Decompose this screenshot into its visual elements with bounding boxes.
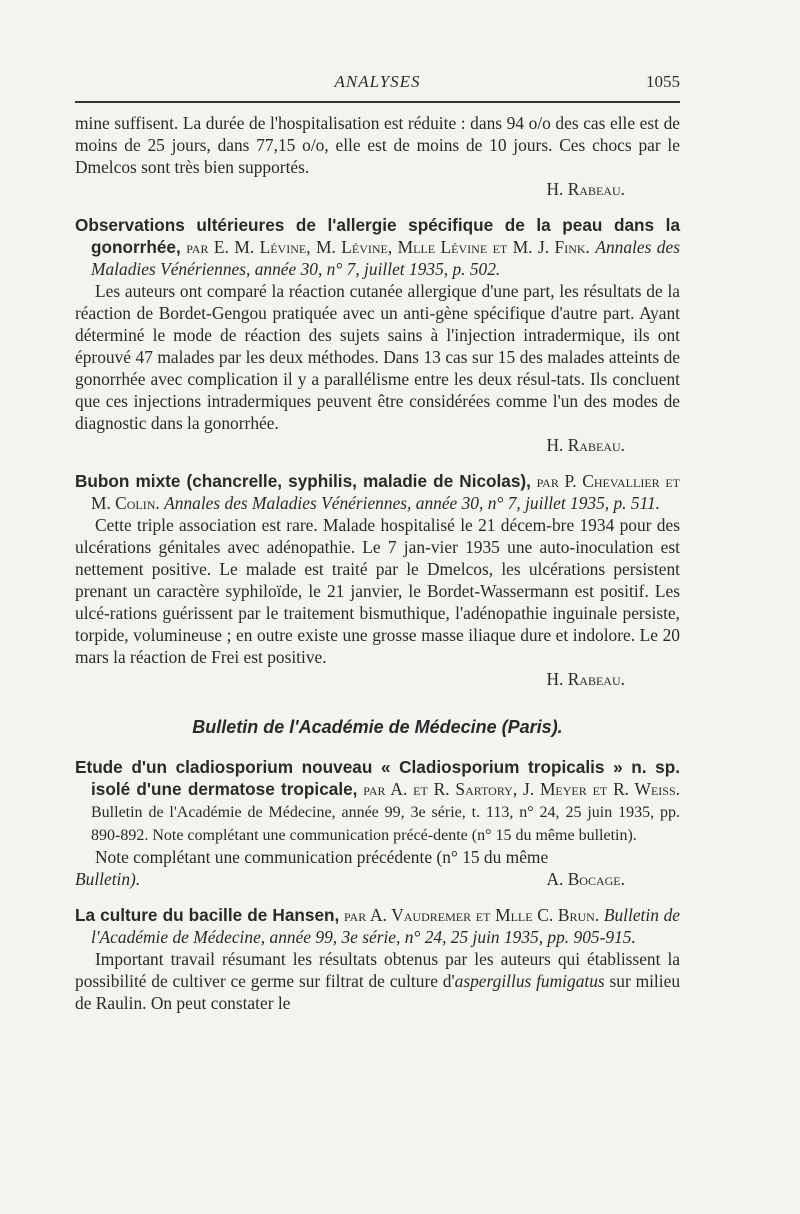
article-authors: par E. M. Lévine, M. Lévine, Mlle Lévine et M. J. Fink. xyxy=(186,237,590,257)
article-reference xyxy=(75,756,680,846)
article-signature: A. Bocage. xyxy=(546,869,625,889)
article-bubon xyxy=(75,470,680,690)
article-reference xyxy=(75,214,680,280)
article-body: Cette triple association est rare. Malade hospitalisé le 21 décem-bre 1934 pour des ulcérations génitales avec adénopathie. Le 7 jan-vier 1935 une auto-inoculation est nettement positive. Le malade est traité par le Dmelcos, les ulcérations persistent prenant un caractère syphiloïde, le 21 janvier, le Bordet-Wassermann est positif. Les ulcé-rations guérissent par le traitement bismuthique, l'adénopathie inguinale persiste, torpide, volumineuse ; en outre existe une grosse masse iliaque dure et indolore. Le 20 mars la réaction de Frei est positive. xyxy=(75,515,680,667)
article-reference xyxy=(75,904,680,948)
article-title: Bubon mixte (chancrelle, syphilis, maladie de Nicolas), xyxy=(75,471,531,491)
article-citation: Annales des Maladies Vénériennes, année 30, n° 7, juillet 1935, p. 502. xyxy=(91,237,680,279)
article-citation: Bulletin de l'Académie de Médecine, année 99, 3e série, t. 113, n° 24, 25 juin 1935, pp. 890-892. Note complétant une communication précé-dente (n° 15 du même bulletin). xyxy=(91,804,680,844)
article-body-end xyxy=(75,868,680,890)
article-title: La culture du bacille de Hansen, xyxy=(75,905,340,925)
article-authors: par A. et R. Sartory, J. Meyer et R. Weiss. xyxy=(363,779,680,799)
intro-paragraph: mine suffisent. La durée de l'hospitalisation est réduite : dans 94 o/o des cas elle est de moins de 25 jours, dans 77,15 o/o, elle est de moins de 10 jours. Ces chocs par le Dmelcos sont très bien supportés. xyxy=(75,113,680,177)
page-content xyxy=(75,112,680,1014)
intro-signature: H. Rabeau. xyxy=(546,179,625,199)
article-citation: Annales des Maladies Vénériennes, année 30, n° 7, juillet 1935, p. 511. xyxy=(164,493,661,513)
running-head xyxy=(75,72,680,96)
section-title: Bulletin de l'Académie de Médecine (Paris). xyxy=(192,717,563,737)
article-title: Observations ultérieures de l'allergie spécifique de la peau dans la gonorrhée, xyxy=(75,215,680,257)
article-body: Les auteurs ont comparé la réaction cutanée allergique d'une part, les résultats de la réaction de Bordet-Gengou pratiquée avec un anti-gène spécifique d'autre part. Ayant déterminé le mode de réaction des sujets sains à l'injection intradermique, ils ont éprouvé 47 malades par les deux méthodes. Dans 13 cas sur 15 des malades atteints de gonorrhée avec complication il y a parallélisme entre les deux résul-tats. Ils concluent que ces injections intradermiques peuvent être considérées comme l'un des modes de diagnostic dans la gonorrhée. xyxy=(75,281,680,433)
article-body-italic: Bulletin). xyxy=(75,869,141,889)
running-head-title: ANALYSES xyxy=(334,72,421,91)
article-authors: par P. Chevallier et M. Colin. xyxy=(91,471,680,513)
body-text: sur milieu de Raulin. On peut constater le xyxy=(75,971,681,1013)
article-hansen xyxy=(75,904,680,1014)
header-rule xyxy=(75,101,680,103)
article-signature: H. Rabeau. xyxy=(546,669,625,689)
article-signature: H. Rabeau. xyxy=(546,435,625,455)
body-italic: aspergillus fumigatus xyxy=(454,971,605,991)
article-authors: par A. Vaudremer et Mlle C. Brun. xyxy=(343,905,600,925)
article-body: Note complétant une communication précédente (n° 15 du même xyxy=(95,847,549,867)
article-cladiosporium xyxy=(75,756,680,890)
article-allergie xyxy=(75,214,680,456)
article-reference xyxy=(75,470,680,514)
article-body xyxy=(75,948,680,1014)
article-citation: Bulletin de l'Académie de Médecine, année 99, 3e série, n° 24, 25 juin 1935, pp. 905-915. xyxy=(91,905,680,947)
body-text: Important travail résumant les résultats obtenus par les auteurs qui établissent la possibilité de cultiver ce germe sur filtrat de culture d' xyxy=(75,949,680,991)
page-number: 1055 xyxy=(646,72,680,91)
article-title: Etude d'un cladiosporium nouveau « Cladiosporium tropicalis » n. sp. isolé d'une dermatose tropicale, xyxy=(75,757,680,799)
